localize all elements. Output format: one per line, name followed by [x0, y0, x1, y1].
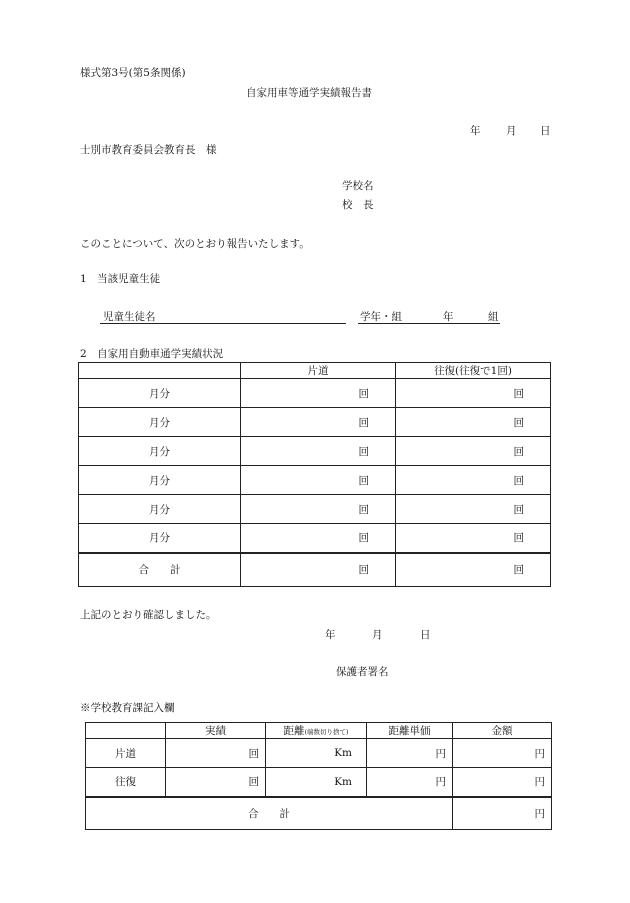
month-label[interactable]: 月分: [79, 466, 241, 495]
table-row: [79, 379, 551, 408]
grade-class-label: 学年・組: [360, 311, 402, 323]
amount-cell[interactable]: 円: [453, 739, 552, 768]
table-row: [79, 466, 551, 495]
distance-header-label: 距離: [283, 725, 305, 737]
table-row: [79, 524, 551, 553]
class-unit: 組: [488, 311, 499, 323]
table-row: [79, 437, 551, 466]
one-way-count[interactable]: 回: [241, 466, 396, 495]
date-year-label: 年: [470, 125, 481, 137]
header-round-trip: 往復(往復で1回): [396, 363, 551, 379]
section2-heading: 2 自家用自動車通学実績状況: [80, 348, 224, 360]
table-row: [86, 739, 552, 768]
header-empty: [79, 363, 241, 379]
round-trip-count[interactable]: 回: [396, 466, 551, 495]
table-header-row: [79, 363, 551, 379]
month-label[interactable]: 月分: [79, 408, 241, 437]
one-way-count[interactable]: 回: [241, 408, 396, 437]
intro-text: このことについて、次のとおり報告いたします。: [80, 238, 310, 250]
distance-header-note: (端数切り捨て): [304, 728, 349, 736]
month-label[interactable]: 月分: [79, 495, 241, 524]
confirm-year-label: 年: [325, 629, 336, 641]
form-number: 様式第3号(第5条関係): [80, 67, 186, 79]
office-header-empty: [86, 723, 166, 739]
one-way-count[interactable]: 回: [241, 524, 396, 553]
month-label[interactable]: 月分: [79, 524, 241, 553]
amount-cell[interactable]: 円: [453, 768, 552, 797]
table-row: [86, 768, 552, 797]
round-trip-count[interactable]: 回: [396, 379, 551, 408]
page-title: 自家用車等通学実績報告書: [246, 87, 372, 99]
student-name-field[interactable]: [100, 323, 346, 324]
unit-price-cell[interactable]: 円: [367, 768, 453, 797]
round-trip-count[interactable]: 回: [396, 524, 551, 553]
total-one-way[interactable]: 回: [241, 553, 396, 587]
grade-class-field[interactable]: [358, 323, 500, 324]
trip-type-label: 往復: [86, 768, 166, 797]
trip-type-label: 片道: [86, 739, 166, 768]
round-trip-count[interactable]: 回: [396, 437, 551, 466]
distance-cell[interactable]: Km: [266, 768, 367, 797]
total-round-trip[interactable]: 回: [396, 553, 551, 587]
office-header-distance: [266, 723, 367, 739]
confirm-day-label: 日: [420, 629, 431, 641]
total-label: 合 計: [79, 553, 241, 587]
section1-heading: 1 当該児童生徒: [80, 273, 161, 285]
office-total-amount[interactable]: 円: [453, 797, 552, 830]
count-cell[interactable]: 回: [166, 768, 266, 797]
distance-cell[interactable]: Km: [266, 739, 367, 768]
date-day-label: 日: [540, 125, 551, 137]
one-way-count[interactable]: 回: [241, 495, 396, 524]
office-header-row: [86, 723, 552, 739]
school-name-label: 学校名: [342, 180, 374, 192]
grade-unit: 年: [443, 311, 454, 323]
office-header-amount: 金額: [453, 723, 552, 739]
guardian-signature-label: 保護者署名: [336, 666, 389, 678]
confirm-month-label: 月: [372, 629, 383, 641]
table-row: [79, 408, 551, 437]
office-total-row: [86, 797, 552, 830]
office-header-unit-price: 距離単価: [367, 723, 453, 739]
unit-price-cell[interactable]: 円: [367, 739, 453, 768]
principal-label: 校 長: [342, 199, 374, 211]
office-section-heading: ※学校教育課記入欄: [80, 702, 175, 714]
round-trip-count[interactable]: 回: [396, 495, 551, 524]
date-month-label: 月: [506, 125, 517, 137]
table-total-row: [79, 553, 551, 587]
office-table: [85, 722, 552, 830]
count-cell[interactable]: 回: [166, 739, 266, 768]
month-label[interactable]: 月分: [79, 437, 241, 466]
one-way-count[interactable]: 回: [241, 437, 396, 466]
addressee: 士別市教育委員会教育長 様: [80, 144, 217, 156]
month-label[interactable]: 月分: [79, 379, 241, 408]
confirmation-text: 上記のとおり確認しました。: [80, 609, 217, 621]
student-name-label: 児童生徒名: [103, 311, 156, 323]
header-one-way: 片道: [241, 363, 396, 379]
one-way-count[interactable]: 回: [241, 379, 396, 408]
attendance-table: [78, 362, 551, 587]
table-row: [79, 495, 551, 524]
office-header-count: 実績: [166, 723, 266, 739]
office-total-label: 合 計: [86, 797, 453, 830]
round-trip-count[interactable]: 回: [396, 408, 551, 437]
